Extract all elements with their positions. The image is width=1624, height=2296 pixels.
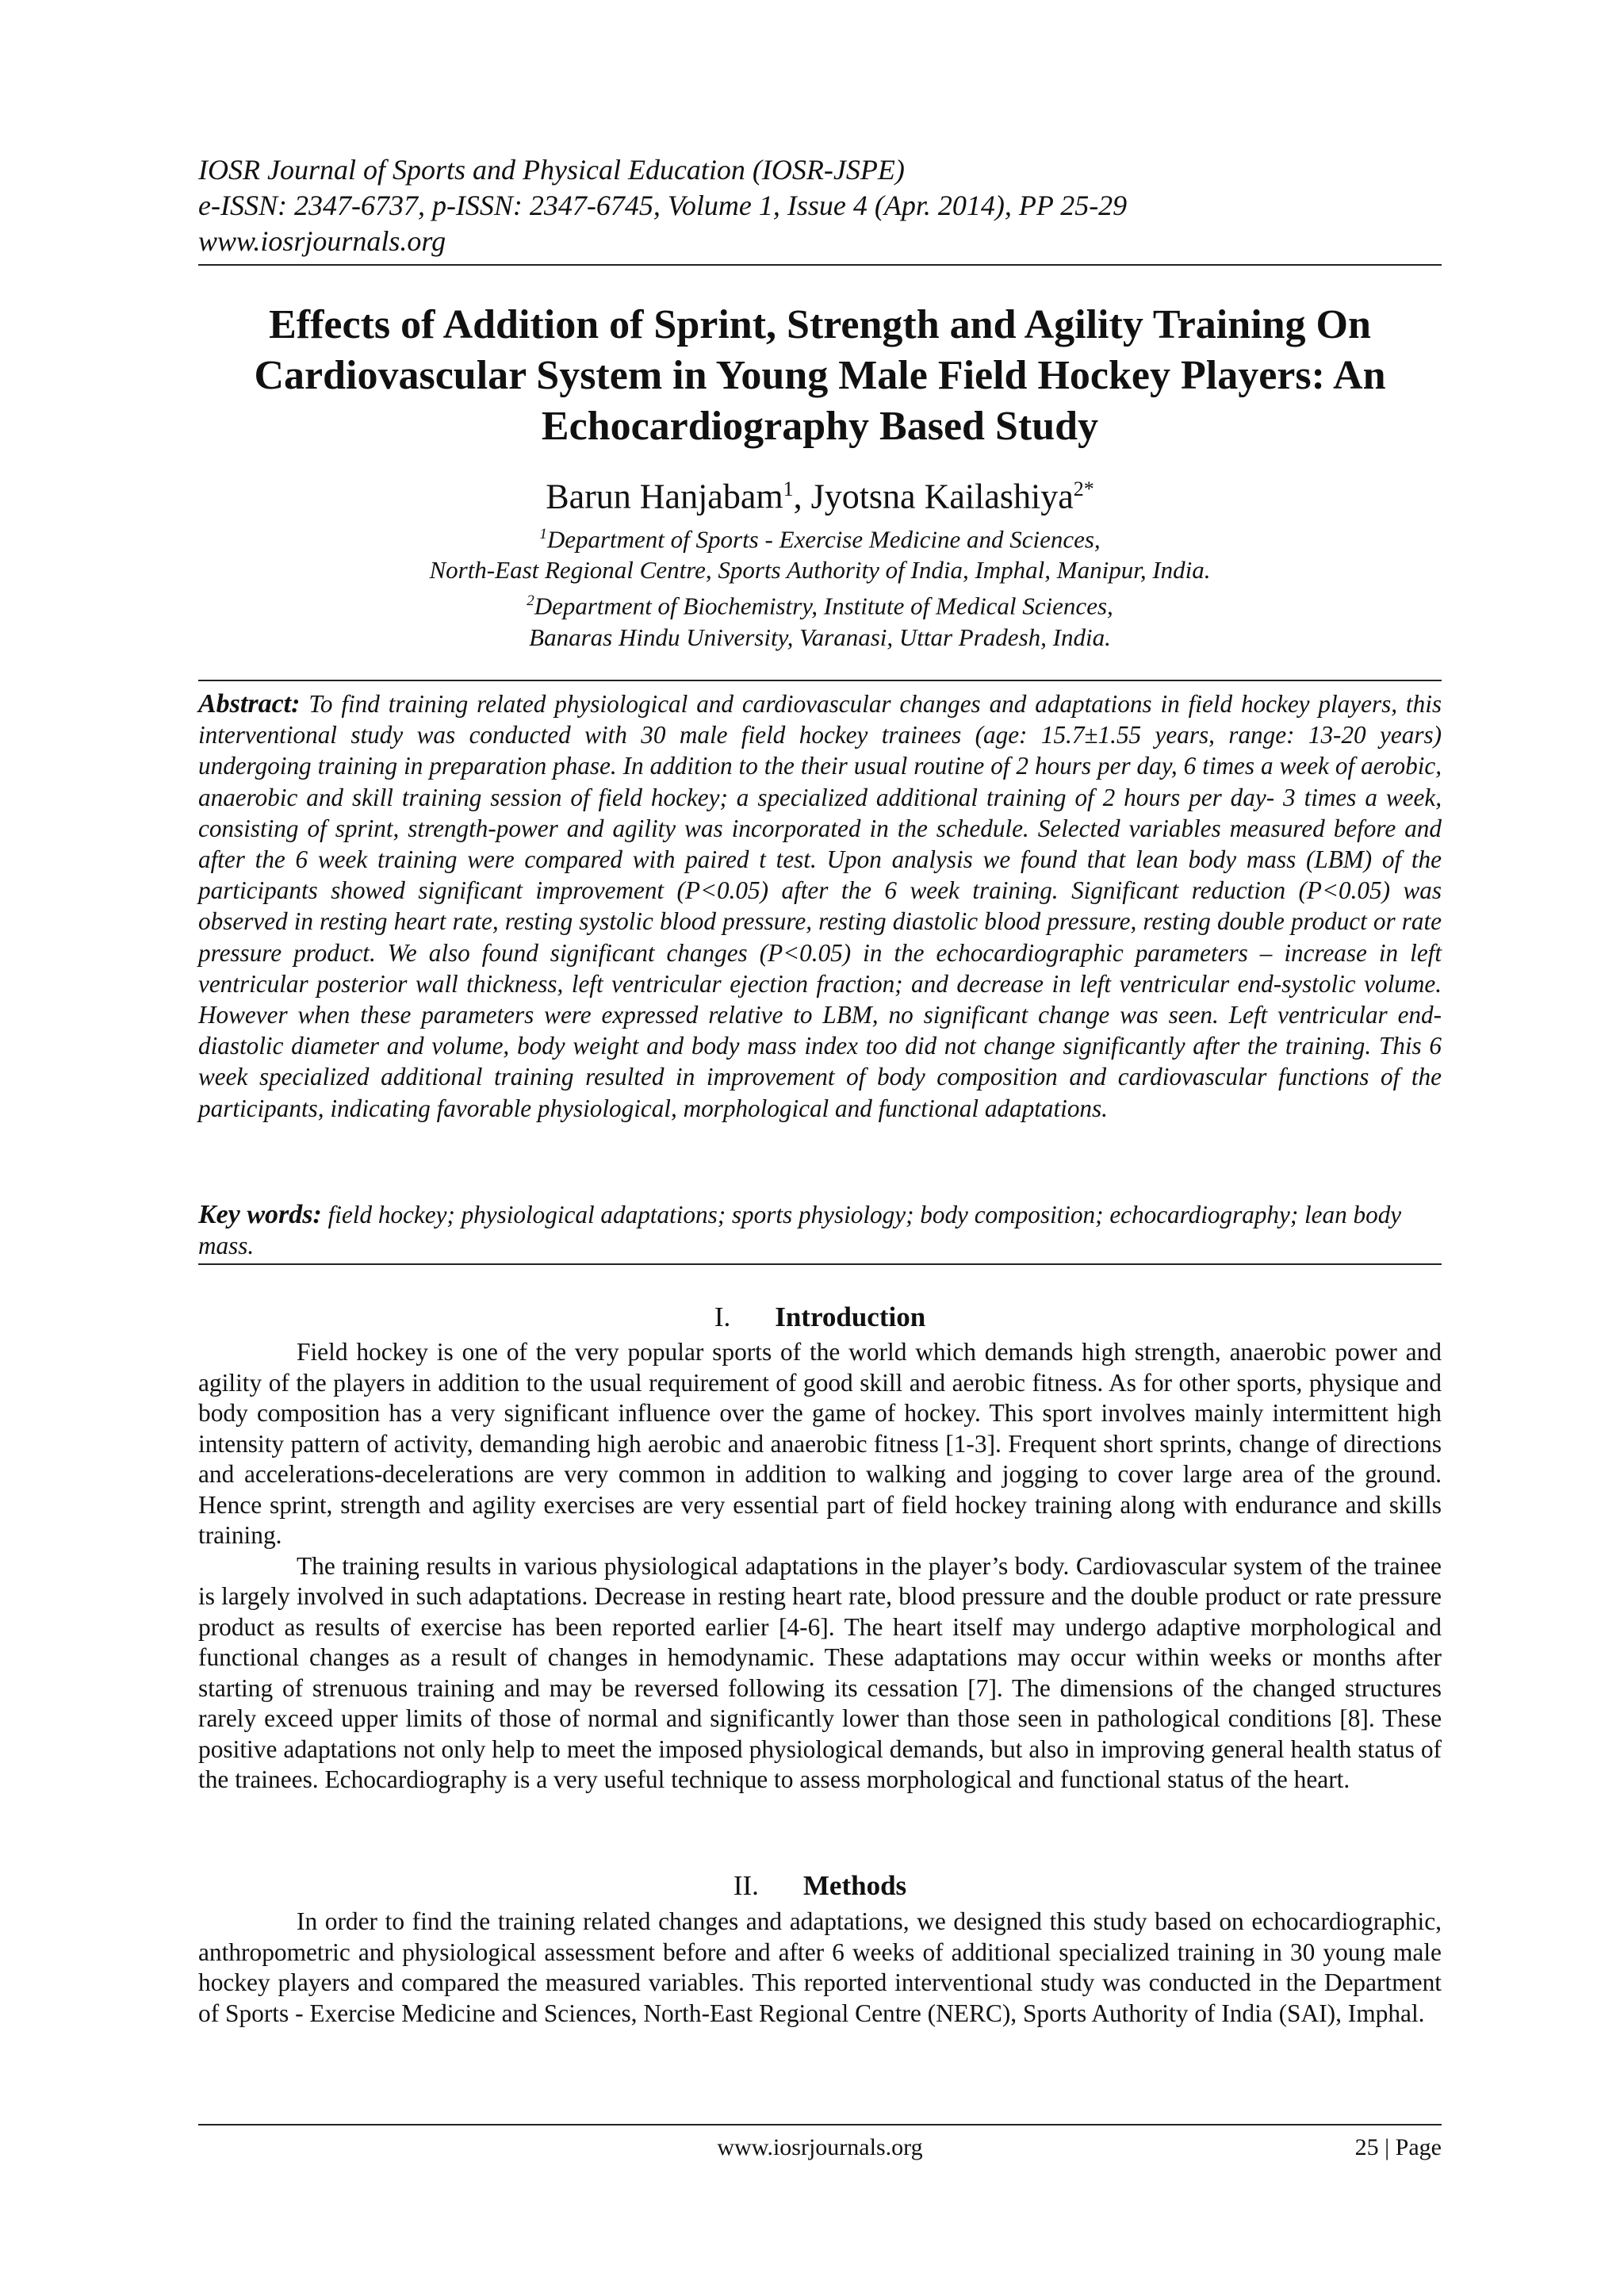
section-number: I. bbox=[714, 1301, 731, 1332]
affiliations bbox=[198, 519, 1442, 653]
paragraph: In order to find the training related changes and adaptations, we designed this study based on echocardiographic, anthropometric and physiological assessment before and after 6 weeks of additional specialized training in 30 young male hockey players and compared the measured variables. This reported interventional study was conducted in the Department of Sports - Exercise Medicine and Sciences, North-East Regional Centre (NERC), Sports Authority of India (SAI), Imphal. bbox=[198, 1907, 1442, 2027]
journal-header bbox=[198, 152, 1442, 259]
affiliation-line: Banaras Hindu University, Varanasi, Uttar Pradesh, India. bbox=[529, 623, 1111, 651]
abstract-top-rule bbox=[198, 680, 1442, 681]
section-title: Methods bbox=[802, 1870, 907, 1901]
author-name: Jyotsna Kailashiya bbox=[810, 477, 1074, 516]
abstract-label: Abstract: bbox=[198, 689, 301, 719]
paragraph: The training results in various physiological adaptations in the player’s body. Cardiovascular system of the trainee is largely involved in such adaptations. Decrease in resting heart rate, blood pressure and the double product or rate pressure product as results of exercise has been reported earlier [4-6]. The heart itself may undergo adaptive morphological and functional changes as a result of changes in hemodynamic. These adaptations may occur within weeks or months after starting of strenuous training and may be reversed following its cessation [7]. The dimensions of the changed structures rarely exceed upper limits of those of normal and significantly lower than those seen in pathological conditions [8]. These positive adaptations not only help to meet the imposed physiological demands, but also in improving general health status of the trainees. Echocardiography is a very useful technique to assess morphological and functional status of the heart. bbox=[198, 1551, 1442, 1793]
keywords bbox=[198, 1199, 1442, 1261]
affil-marker: 2 bbox=[527, 592, 534, 610]
section-title: Introduction bbox=[775, 1301, 926, 1332]
author-affil-marker: 2* bbox=[1073, 477, 1094, 500]
title-line: Effects of Addition of Sprint, Strength and Agility Training On bbox=[269, 302, 1371, 347]
footer-website: www.iosrjournals.org bbox=[717, 2134, 923, 2160]
journal-name: IOSR Journal of Sports and Physical Education (IOSR-JSPE) bbox=[198, 154, 905, 186]
abstract-text: To find training related physiological and cardiovascular changes and adaptations in field hockey players, this interventional study was conducted with 30 male field hockey trainees (age: 15.7±1.55 years, range: 13-20 years) undergoing training in preparation phase. In addition to the their usual routine of 2 hours per day, 6 times a week of aerobic, anaerobic and skill training session of field hockey; a specialized additional training of 2 hours per day- 3 times a week, consisting of sprint, strength-power and agility was incorporated in the schedule. Selected variables measured before and after the 6 week training were compared with paired t test. Upon analysis we found that lean body mass (LBM) of the participants showed significant improvement (P<0.05) after the 6 week training. Significant reduction (P<0.05) was observed in resting heart rate, resting systolic blood pressure, resting diastolic blood pressure, resting double product or rate pressure product. We also found significant changes (P<0.05) in the echocardiographic parameters – increase in left ventricular posterior wall thickness, left ventricular ejection fraction; and decrease in left ventricular end-systolic volume. However when these parameters were expressed relative to LBM, no significant change was seen. Left ventricular end-diastolic diameter and volume, body weight and body mass index too did not change significantly after the training. This 6 week specialized additional training resulted in improvement of body composition and cardiovascular functions of the participants, indicating favorable physiological, morphological and functional adaptations. bbox=[198, 690, 1442, 1122]
section-heading-methods bbox=[198, 1869, 1442, 1903]
abstract bbox=[198, 688, 1442, 1124]
author-separator: , bbox=[793, 477, 811, 516]
section-heading-introduction bbox=[198, 1301, 1442, 1334]
keywords-label: Key words: bbox=[198, 1200, 322, 1229]
introduction-body bbox=[198, 1337, 1442, 1796]
affiliation-line bbox=[198, 585, 1442, 621]
author-list bbox=[198, 468, 1442, 519]
abstract-bottom-rule bbox=[198, 1263, 1442, 1265]
header-rule bbox=[198, 264, 1442, 266]
author-affil-marker: 1 bbox=[783, 477, 794, 500]
affiliation-line: North-East Regional Centre, Sports Authority of India, Imphal, Manipur, India. bbox=[429, 556, 1211, 585]
keywords-text: field hockey; physiological adaptations; sports physiology; body composition; echocardiography; lean body mass. bbox=[198, 1201, 1402, 1260]
section-number: II. bbox=[733, 1870, 759, 1901]
paragraph: Field hockey is one of the very popular sports of the world which demands high strength, anaerobic power and agility of the players in addition to the usual requirement of good skill and aerobic fitness. As for other sports, physique and body composition has a very significant influence over the game of hockey. This sport involves mainly intermittent high intensity pattern of activity, demanding high aerobic and anaerobic fitness [1-3]. Frequent short sprints, change of directions and accelerations-decelerations are very common in addition to walking and jogging to cover large area of the ground. Hence sprint, strength and agility exercises are very essential part of field hockey training along with endurance and skills training. bbox=[198, 1338, 1442, 1549]
author-name: Barun Hanjabam bbox=[546, 477, 783, 516]
title-line: Echocardiography Based Study bbox=[541, 404, 1099, 449]
affil-marker: 1 bbox=[539, 526, 547, 542]
affiliation-text: Department of Sports - Exercise Medicine and Sciences, bbox=[546, 525, 1101, 554]
methods-body bbox=[198, 1907, 1442, 2029]
title-line: Cardiovascular System in Young Male Field Hockey Players: An bbox=[254, 353, 1386, 398]
page-number: 25 | Page bbox=[1354, 2134, 1442, 2160]
issn-line: e-ISSN: 2347-6737, p-ISSN: 2347-6745, Volume 1, Issue 4 (Apr. 2014), PP 25-29 bbox=[198, 190, 1128, 221]
affiliation-line bbox=[198, 519, 1442, 554]
affiliation-text: Department of Biochemistry, Institute of Medical Sciences, bbox=[534, 592, 1113, 620]
journal-website: www.iosrjournals.org bbox=[198, 225, 446, 257]
footer-rule bbox=[198, 2124, 1442, 2125]
paper-title bbox=[198, 300, 1442, 452]
